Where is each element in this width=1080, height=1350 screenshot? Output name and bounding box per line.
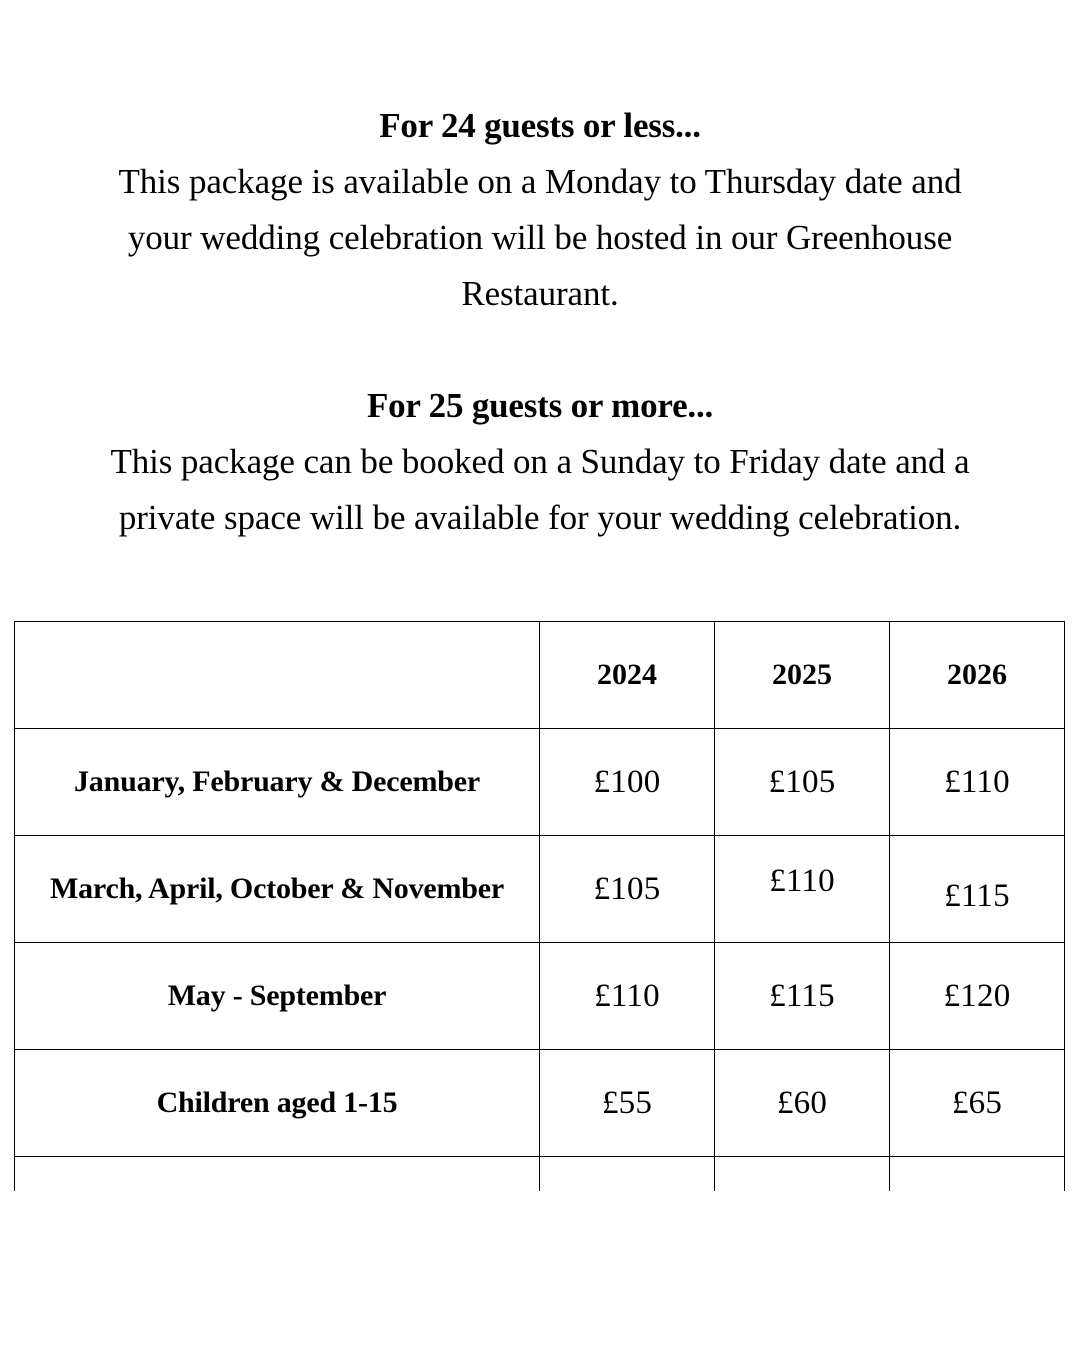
price-may-september-2024: £110: [540, 943, 715, 1050]
price-mar-apr-oct-nov-2026: £115: [890, 843, 1065, 950]
row-label-jan-feb-dec: January, February & December: [15, 729, 540, 836]
table-header-year-2025: 2025: [715, 622, 890, 729]
section-body-24-guests-line-2: your wedding celebration will be hosted in our Greenhouse: [127, 218, 953, 257]
row-label-may-september: May - September: [15, 943, 540, 1050]
table-header-year-2026: 2026: [890, 622, 1065, 729]
price-jan-feb-dec-2026: £110: [890, 729, 1065, 836]
price-mar-apr-oct-nov-2025: £110: [715, 828, 890, 935]
section-body-25-guests-line-1: This package can be booked on a Sunday to Friday date and a: [110, 442, 970, 481]
price-may-september-2025: £115: [715, 943, 890, 1050]
price-mar-apr-oct-nov-2024: £105: [540, 836, 715, 943]
row-label-children-1-15: Children aged 1-15: [15, 1050, 540, 1157]
paragraph-spacer: [14, 322, 1066, 378]
row-label-mar-apr-oct-nov: March, April, October & November: [15, 836, 540, 943]
price-children-1-15-2026: £65: [890, 1050, 1065, 1157]
price-may-september-2026: £120: [890, 943, 1065, 1050]
table-header-row: [15, 622, 1065, 729]
section-body-25-guests-line-2: private space will be available for your wedding celebration.: [118, 498, 962, 537]
price-jan-feb-dec-2025: £105: [715, 729, 890, 836]
table-row: [15, 1050, 1065, 1157]
table-header-year-2024: 2024: [540, 622, 715, 729]
table-row: [15, 836, 1065, 943]
price-jan-feb-dec-2024: £100: [540, 729, 715, 836]
section-body-24-guests-line-3: Restaurant.: [461, 274, 619, 313]
intro-text-block: [14, 98, 1066, 546]
page-bottom-crop: [0, 1191, 1080, 1350]
table-row: [15, 943, 1065, 1050]
section-heading-24-guests: For 24 guests or less...: [379, 106, 701, 145]
price-children-1-15-2024: £55: [540, 1050, 715, 1157]
pricing-table: [14, 621, 1065, 1262]
table-row: [15, 729, 1065, 836]
table-header-label-cell: [15, 622, 540, 729]
price-children-1-15-2025: £60: [715, 1050, 890, 1157]
section-body-24-guests-line-1: This package is available on a Monday to Thursday date and: [118, 162, 962, 201]
section-heading-25-guests: For 25 guests or more...: [366, 386, 714, 425]
